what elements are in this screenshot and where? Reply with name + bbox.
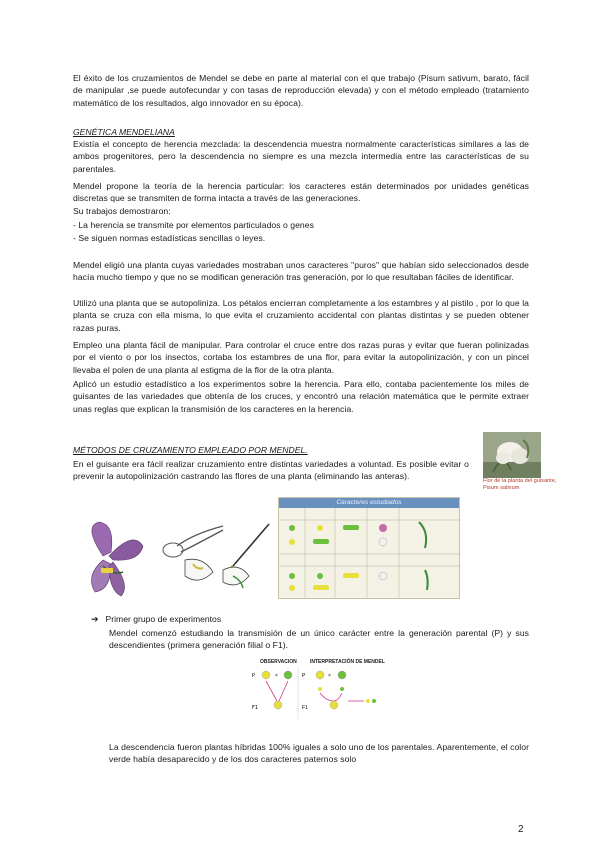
- paragraph-herencia-particular: Mendel propone la teoría de la herencia particular: los caracteres están determinados por unidades genéticas discretas que se transmiten de forma intacta a través de las generaciones.: [73, 181, 529, 204]
- paragraph-experimentos: Mendel comenzó estudiando la transmisión de un único carácter entre la generación parental (P) y sus descendientes (primera generación filial o F1).: [109, 628, 529, 651]
- paragraph-autopoliniza: Utilizó una planta que se autopoliniza. Los pétalos encierran completamente a los estambres y al pistilo , por lo que la planta se cruza con ella misma, lo que evita el cruzamiento accidental con plantas distintas y se pueden obtener razas puras.: [73, 298, 529, 333]
- brush-illustration: [223, 524, 269, 588]
- diagram-label-observacion: OBSERVACION: [260, 659, 297, 665]
- photo-caption: Flor de la planta del guisante, Pisum sativum: [483, 478, 557, 491]
- paragraph-metodos: En el guisante era fácil realizar cruzamiento entre distintas variedades a voluntad. Es posible evitar o prevenir la autopolinización castrando las flores de una planta (eliminando las anteras).: [73, 459, 469, 482]
- svg-text:F1: F1: [302, 705, 308, 711]
- heading-genetica-mendeliana: GENÉTICA MENDELIANA: [73, 127, 175, 137]
- list-item: - Se siguen normas estadísticas sencillas o leyes.: [73, 233, 266, 243]
- pea-row-dominant: [289, 522, 426, 548]
- characters-grid: [279, 508, 461, 598]
- diagram-label-interpretacion: INTERPRETACIÓN DE MENDEL: [310, 659, 385, 665]
- pea-row-recessive: [289, 570, 428, 591]
- paragraph-caracteres-puros: Mendel eligió una planta cuyas variedades mostraban unos caracteres "puros" que habían sido seleccionados desde hacía mucho tiempo y que no se modifican generación tras generación, por lo que resultaban fáciles de identificar.: [73, 260, 529, 283]
- svg-text:F1: F1: [252, 705, 259, 711]
- heading-metodos-cruzamiento: MÉTODOS DE CRUZAMIENTO EMPLEADO POR MENDEL.: [73, 445, 308, 455]
- svg-text:P: P: [252, 673, 256, 679]
- table-title: Caracteres estudiados: [279, 498, 459, 508]
- paragraph-estadistico: Aplicó un estudio estadístico a los experimentos sobre la herencia. Para ello, contaba pacientemente los miles de guisantes de las variedades que obtenía de los cruces, y encontró una relación matemática que le permite extraer unas reglas que explican la transmisión de los caracteres en la herencia.: [73, 379, 529, 414]
- svg-text:×: ×: [328, 673, 331, 679]
- characters-table: [278, 497, 460, 599]
- scissors-illustration: [163, 526, 223, 580]
- purple-flower-icon: [91, 522, 143, 596]
- paragraph-trabajos: Su trabajos demostraron:: [73, 206, 171, 216]
- bullet-primer-grupo: ➔ Primer grupo de experimentos: [91, 614, 222, 624]
- paragraph-resultado: La descendencia fueron plantas híbridas 100% iguales a solo uno de los parentales. Aparentemente, el color verde había desaparecido y de los dos caracteres paternos solo: [109, 742, 529, 765]
- arrow-right-icon: ➔: [91, 614, 99, 624]
- pea-flower-photo: [483, 432, 541, 478]
- paragraph-manipular: Empleo una planta fácil de manipular. Para controlar el cruce entre dos razas puras y evitar que fueran polinizadas por el viento o por los insectos, cortaba los estambres de una flor, para evitar la autopolinización, y con un pincel llevaba el polen de una planta al estigma de la flor de la otra planta.: [73, 340, 529, 375]
- paragraph-intro: El éxito de los cruzamientos de Mendel se debe en parte al material con el que trabajo (Pisum sativum, barato, fácil de manipular ,se puede autofecundar y con tasas de reproducción elevada) y con el método empleado (tratamiento matemático de los resultados, algo innovador en su época).: [73, 73, 529, 108]
- svg-text:P: P: [302, 673, 306, 679]
- svg-text:×: ×: [275, 673, 278, 679]
- mendel-cross-diagram: [252, 667, 402, 719]
- list-item: - La herencia se transmite por elementos particulados o genes: [73, 220, 314, 230]
- paragraph-herencia-mezclada: Existía el concepto de herencia mezclada: la descendencia muestra normalmente características similares a las de ambos progenitores, pero la descendencia no siempre es una mezcla intermedia entre las características de su parentales.: [73, 139, 529, 174]
- flower-castration-illustration: [73, 516, 273, 600]
- page-number: 2: [518, 824, 524, 835]
